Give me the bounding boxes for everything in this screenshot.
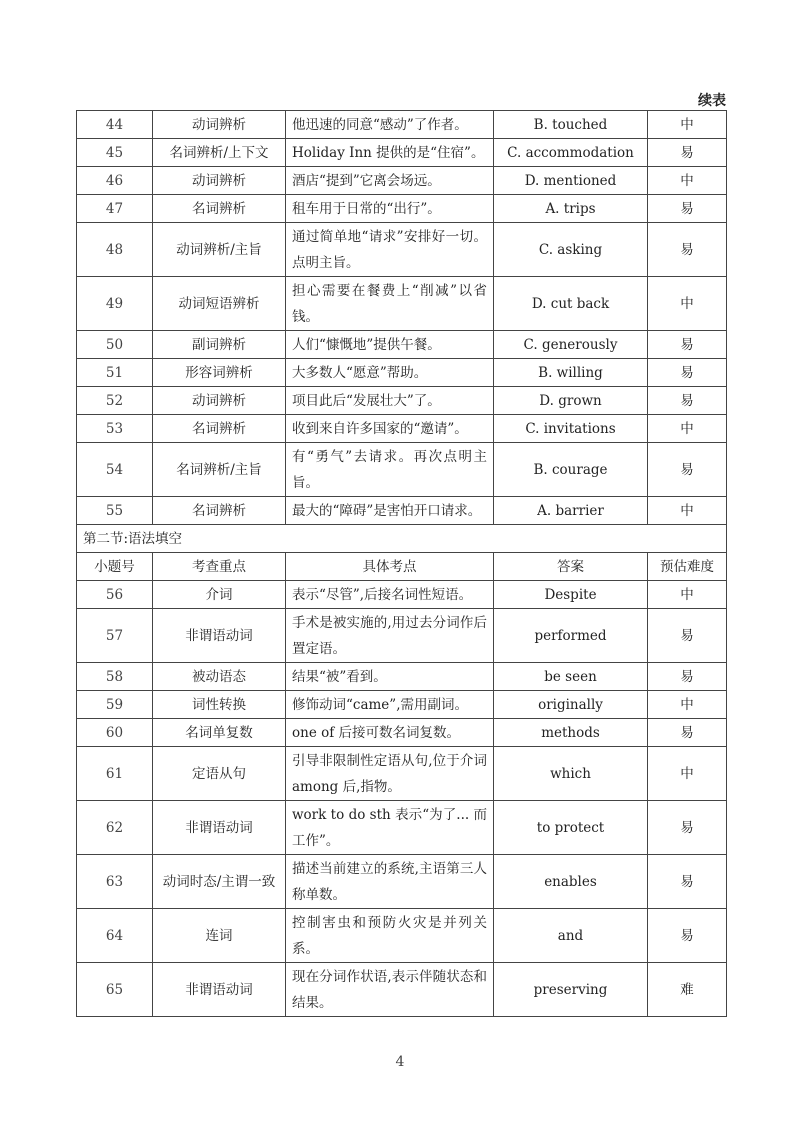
answer-cell: originally — [494, 691, 648, 719]
table-row — [77, 691, 727, 719]
section2-heading — [77, 525, 727, 581]
header-row — [77, 553, 727, 581]
section2-body — [77, 581, 727, 1017]
difficulty-cell: 易 — [648, 331, 727, 359]
answer-cell: B. willing — [494, 359, 648, 387]
question-number: 62 — [77, 801, 153, 855]
focus-cell: 词性转换 — [153, 691, 286, 719]
difficulty-cell: 易 — [648, 909, 727, 963]
question-number: 56 — [77, 581, 153, 609]
table-row — [77, 223, 727, 277]
question-number: 45 — [77, 139, 153, 167]
table-row — [77, 801, 727, 855]
difficulty-cell: 中 — [648, 277, 727, 331]
point-cell: 描述当前建立的系统,主语第三人称单数。 — [286, 855, 494, 909]
focus-cell: 名词辨析 — [153, 195, 286, 223]
answer-cell: methods — [494, 719, 648, 747]
answer-cell: be seen — [494, 663, 648, 691]
difficulty-cell: 中 — [648, 497, 727, 525]
difficulty-cell: 易 — [648, 223, 727, 277]
question-number: 53 — [77, 415, 153, 443]
table-row — [77, 195, 727, 223]
point-cell: 他迅速的同意“感动”了作者。 — [286, 111, 494, 139]
focus-cell: 名词单复数 — [153, 719, 286, 747]
difficulty-cell: 易 — [648, 195, 727, 223]
point-cell: 手术是被实施的,用过去分词作后置定语。 — [286, 609, 494, 663]
header-difficulty: 预估难度 — [648, 553, 727, 581]
focus-cell: 动词辨析 — [153, 167, 286, 195]
answer-cell: preserving — [494, 963, 648, 1017]
table-row — [77, 443, 727, 497]
answer-analysis-table — [76, 110, 727, 1017]
difficulty-cell: 易 — [648, 359, 727, 387]
question-number: 61 — [77, 747, 153, 801]
answer-cell: and — [494, 909, 648, 963]
point-cell: 通过简单地“请求”安排好一切。点明主旨。 — [286, 223, 494, 277]
header-point: 具体考点 — [286, 553, 494, 581]
question-number: 54 — [77, 443, 153, 497]
focus-cell: 名词辨析 — [153, 415, 286, 443]
question-number: 58 — [77, 663, 153, 691]
focus-cell: 定语从句 — [153, 747, 286, 801]
table-row — [77, 663, 727, 691]
answer-cell: C. accommodation — [494, 139, 648, 167]
difficulty-cell: 易 — [648, 719, 727, 747]
table-row — [77, 111, 727, 139]
question-number: 57 — [77, 609, 153, 663]
section1-body — [77, 111, 727, 525]
answer-cell: C. invitations — [494, 415, 648, 443]
table-row — [77, 167, 727, 195]
question-number: 64 — [77, 909, 153, 963]
table-row — [77, 719, 727, 747]
focus-cell: 动词辨析/主旨 — [153, 223, 286, 277]
question-number: 44 — [77, 111, 153, 139]
focus-cell: 介词 — [153, 581, 286, 609]
focus-cell: 非谓语动词 — [153, 609, 286, 663]
focus-cell: 动词时态/主谓一致 — [153, 855, 286, 909]
header-focus: 考查重点 — [153, 553, 286, 581]
answer-cell: enables — [494, 855, 648, 909]
table-row — [77, 963, 727, 1017]
focus-cell: 名词辨析/上下文 — [153, 139, 286, 167]
table-row — [77, 581, 727, 609]
difficulty-cell: 易 — [648, 139, 727, 167]
focus-cell: 形容词辨析 — [153, 359, 286, 387]
difficulty-cell: 易 — [648, 443, 727, 497]
answer-cell: D. grown — [494, 387, 648, 415]
answer-cell: C. asking — [494, 223, 648, 277]
answer-cell: which — [494, 747, 648, 801]
table-row — [77, 747, 727, 801]
difficulty-cell: 易 — [648, 801, 727, 855]
focus-cell: 动词辨析 — [153, 387, 286, 415]
focus-cell: 动词辨析 — [153, 111, 286, 139]
point-cell: 现在分词作状语,表示伴随状态和结果。 — [286, 963, 494, 1017]
section-title-row — [77, 525, 727, 553]
point-cell: 引导非限制性定语从句,位于介词 among 后,指物。 — [286, 747, 494, 801]
table-row — [77, 359, 727, 387]
focus-cell: 副词辨析 — [153, 331, 286, 359]
question-number: 60 — [77, 719, 153, 747]
question-number: 55 — [77, 497, 153, 525]
question-number: 63 — [77, 855, 153, 909]
section-title: 第二节:语法填空 — [77, 525, 727, 553]
continued-label: 续表 — [698, 93, 726, 109]
difficulty-cell: 中 — [648, 111, 727, 139]
table-row — [77, 331, 727, 359]
focus-cell: 名词辨析 — [153, 497, 286, 525]
point-cell: 最大的“障碍”是害怕开口请求。 — [286, 497, 494, 525]
difficulty-cell: 中 — [648, 415, 727, 443]
difficulty-cell: 易 — [648, 609, 727, 663]
difficulty-cell: 中 — [648, 581, 727, 609]
point-cell: 有“勇气”去请求。再次点明主旨。 — [286, 443, 494, 497]
answer-cell: Despite — [494, 581, 648, 609]
difficulty-cell: 易 — [648, 663, 727, 691]
difficulty-cell: 中 — [648, 691, 727, 719]
focus-cell: 非谓语动词 — [153, 801, 286, 855]
point-cell: 租车用于日常的“出行”。 — [286, 195, 494, 223]
point-cell: work to do sth 表示“为了... 而工作”。 — [286, 801, 494, 855]
point-cell: 大多数人“愿意”帮助。 — [286, 359, 494, 387]
point-cell: 酒店“提到”它离会场远。 — [286, 167, 494, 195]
table-row — [77, 387, 727, 415]
table-row — [77, 497, 727, 525]
point-cell: 人们“慷慨地”提供午餐。 — [286, 331, 494, 359]
answer-cell: A. barrier — [494, 497, 648, 525]
answer-cell: D. mentioned — [494, 167, 648, 195]
difficulty-cell: 中 — [648, 747, 727, 801]
focus-cell: 名词辨析/主旨 — [153, 443, 286, 497]
answer-cell: D. cut back — [494, 277, 648, 331]
difficulty-cell: 易 — [648, 855, 727, 909]
table-row — [77, 855, 727, 909]
answer-cell: B. touched — [494, 111, 648, 139]
question-number: 49 — [77, 277, 153, 331]
focus-cell: 连词 — [153, 909, 286, 963]
focus-cell: 动词短语辨析 — [153, 277, 286, 331]
table-row — [77, 415, 727, 443]
point-cell: 项目此后“发展壮大”了。 — [286, 387, 494, 415]
table-row — [77, 277, 727, 331]
question-number: 48 — [77, 223, 153, 277]
question-number: 51 — [77, 359, 153, 387]
question-number: 47 — [77, 195, 153, 223]
answer-cell: A. trips — [494, 195, 648, 223]
difficulty-cell: 难 — [648, 963, 727, 1017]
point-cell: one of 后接可数名词复数。 — [286, 719, 494, 747]
answer-cell: C. generously — [494, 331, 648, 359]
question-number: 50 — [77, 331, 153, 359]
point-cell: 控制害虫和预防火灾是并列关系。 — [286, 909, 494, 963]
focus-cell: 被动语态 — [153, 663, 286, 691]
point-cell: 修饰动词“came”,需用副词。 — [286, 691, 494, 719]
header-no: 小题号 — [77, 553, 153, 581]
question-number: 59 — [77, 691, 153, 719]
question-number: 65 — [77, 963, 153, 1017]
question-number: 46 — [77, 167, 153, 195]
header-answer: 答案 — [494, 553, 648, 581]
point-cell: 收到来自许多国家的“邀请”。 — [286, 415, 494, 443]
answer-cell: performed — [494, 609, 648, 663]
page-number: 4 — [395, 1054, 405, 1070]
table-row — [77, 609, 727, 663]
focus-cell: 非谓语动词 — [153, 963, 286, 1017]
point-cell: 表示“尽管”,后接名词性短语。 — [286, 581, 494, 609]
point-cell: Holiday Inn 提供的是“住宿”。 — [286, 139, 494, 167]
point-cell: 担心需要在餐费上“削减”以省钱。 — [286, 277, 494, 331]
answer-cell: to protect — [494, 801, 648, 855]
point-cell: 结果“被”看到。 — [286, 663, 494, 691]
difficulty-cell: 易 — [648, 387, 727, 415]
question-number: 52 — [77, 387, 153, 415]
table-row — [77, 139, 727, 167]
answer-cell: B. courage — [494, 443, 648, 497]
difficulty-cell: 中 — [648, 167, 727, 195]
table-row — [77, 909, 727, 963]
